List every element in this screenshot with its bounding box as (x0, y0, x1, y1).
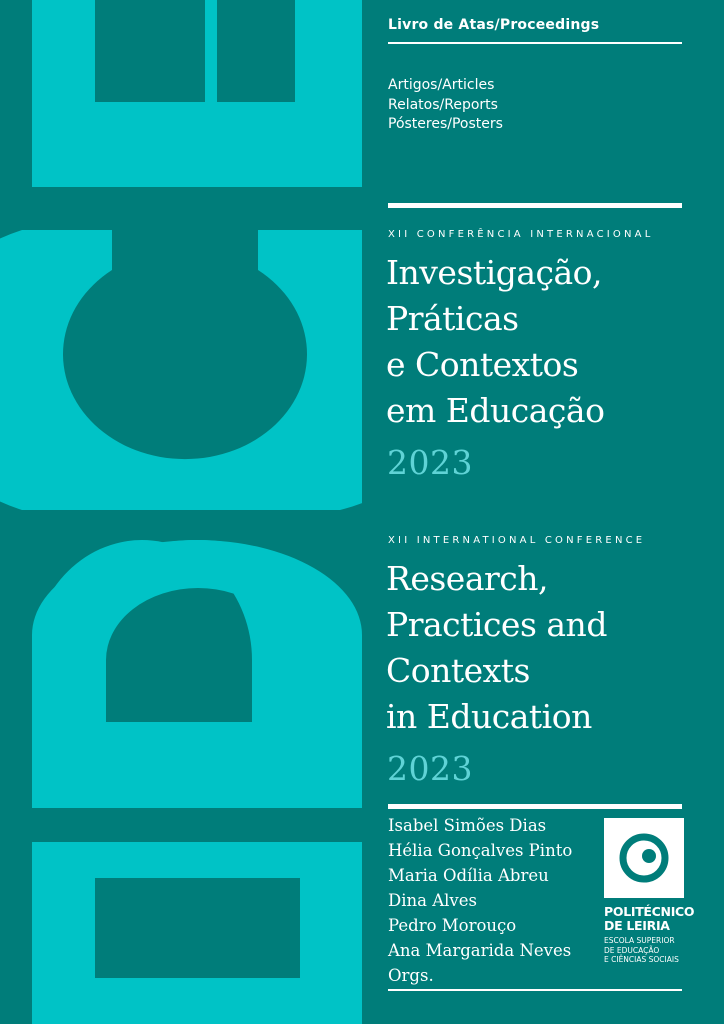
title-line: e Contextos (386, 345, 579, 384)
category-item: Relatos/Reports (388, 96, 498, 113)
organizer-name: Dina Alves (388, 891, 477, 910)
title-line: Investigação, (386, 253, 603, 292)
politecnico-logo (604, 818, 695, 965)
logo-square (604, 818, 684, 898)
logo-sub-line: ESCOLA SUPERIOR (604, 936, 675, 945)
category-item: Pósteres/Posters (388, 116, 503, 132)
title-line: Research, (386, 559, 549, 598)
logo-sub-line: DE EDUCAÇÃO (604, 945, 660, 955)
logo-eye-icon (604, 818, 684, 898)
organizer-name: Isabel Simões Dias (388, 816, 547, 835)
title-line: Contexts (386, 651, 530, 690)
section-rule-bottom (388, 804, 682, 809)
organizer-name: Maria Odília Abreu (388, 866, 549, 885)
title-line: Practices and (386, 605, 607, 644)
organizer-name: Pedro Morouço (388, 916, 517, 935)
organizers-suffix: Orgs. (388, 966, 434, 985)
category-list (388, 76, 503, 135)
logo-name-line2: DE LEIRIA (604, 918, 670, 933)
logo-subtitle (604, 936, 684, 965)
title-line: Práticas (386, 299, 519, 338)
series-title: Livro de Atas/Proceedings (388, 17, 600, 33)
en-conference-title (386, 556, 607, 740)
section-rule-top (388, 203, 682, 208)
organizer-name: Hélia Gonçalves Pinto (388, 841, 573, 860)
logo-sub-line: E CIÊNCIAS SOCIAIS (604, 955, 679, 964)
organizer-list (388, 813, 572, 988)
logo-name-line1: POLITÉCNICO (604, 904, 695, 919)
en-conference-year: 2023 (387, 749, 473, 788)
title-line: em Educação (386, 391, 605, 430)
pt-conference-year: 2023 (387, 443, 473, 482)
pt-conference-title (386, 250, 604, 434)
title-line: in Education (386, 697, 592, 736)
organizer-name: Ana Margarida Neves (388, 941, 572, 960)
en-conference-kicker: XII INTERNATIONAL CONFERENCE (388, 535, 646, 546)
header-rule (388, 42, 682, 44)
footer-rule (388, 989, 682, 991)
category-item: Artigos/Articles (388, 77, 495, 93)
pt-conference-kicker: XII CONFERÊNCIA INTERNACIONAL (388, 229, 654, 240)
